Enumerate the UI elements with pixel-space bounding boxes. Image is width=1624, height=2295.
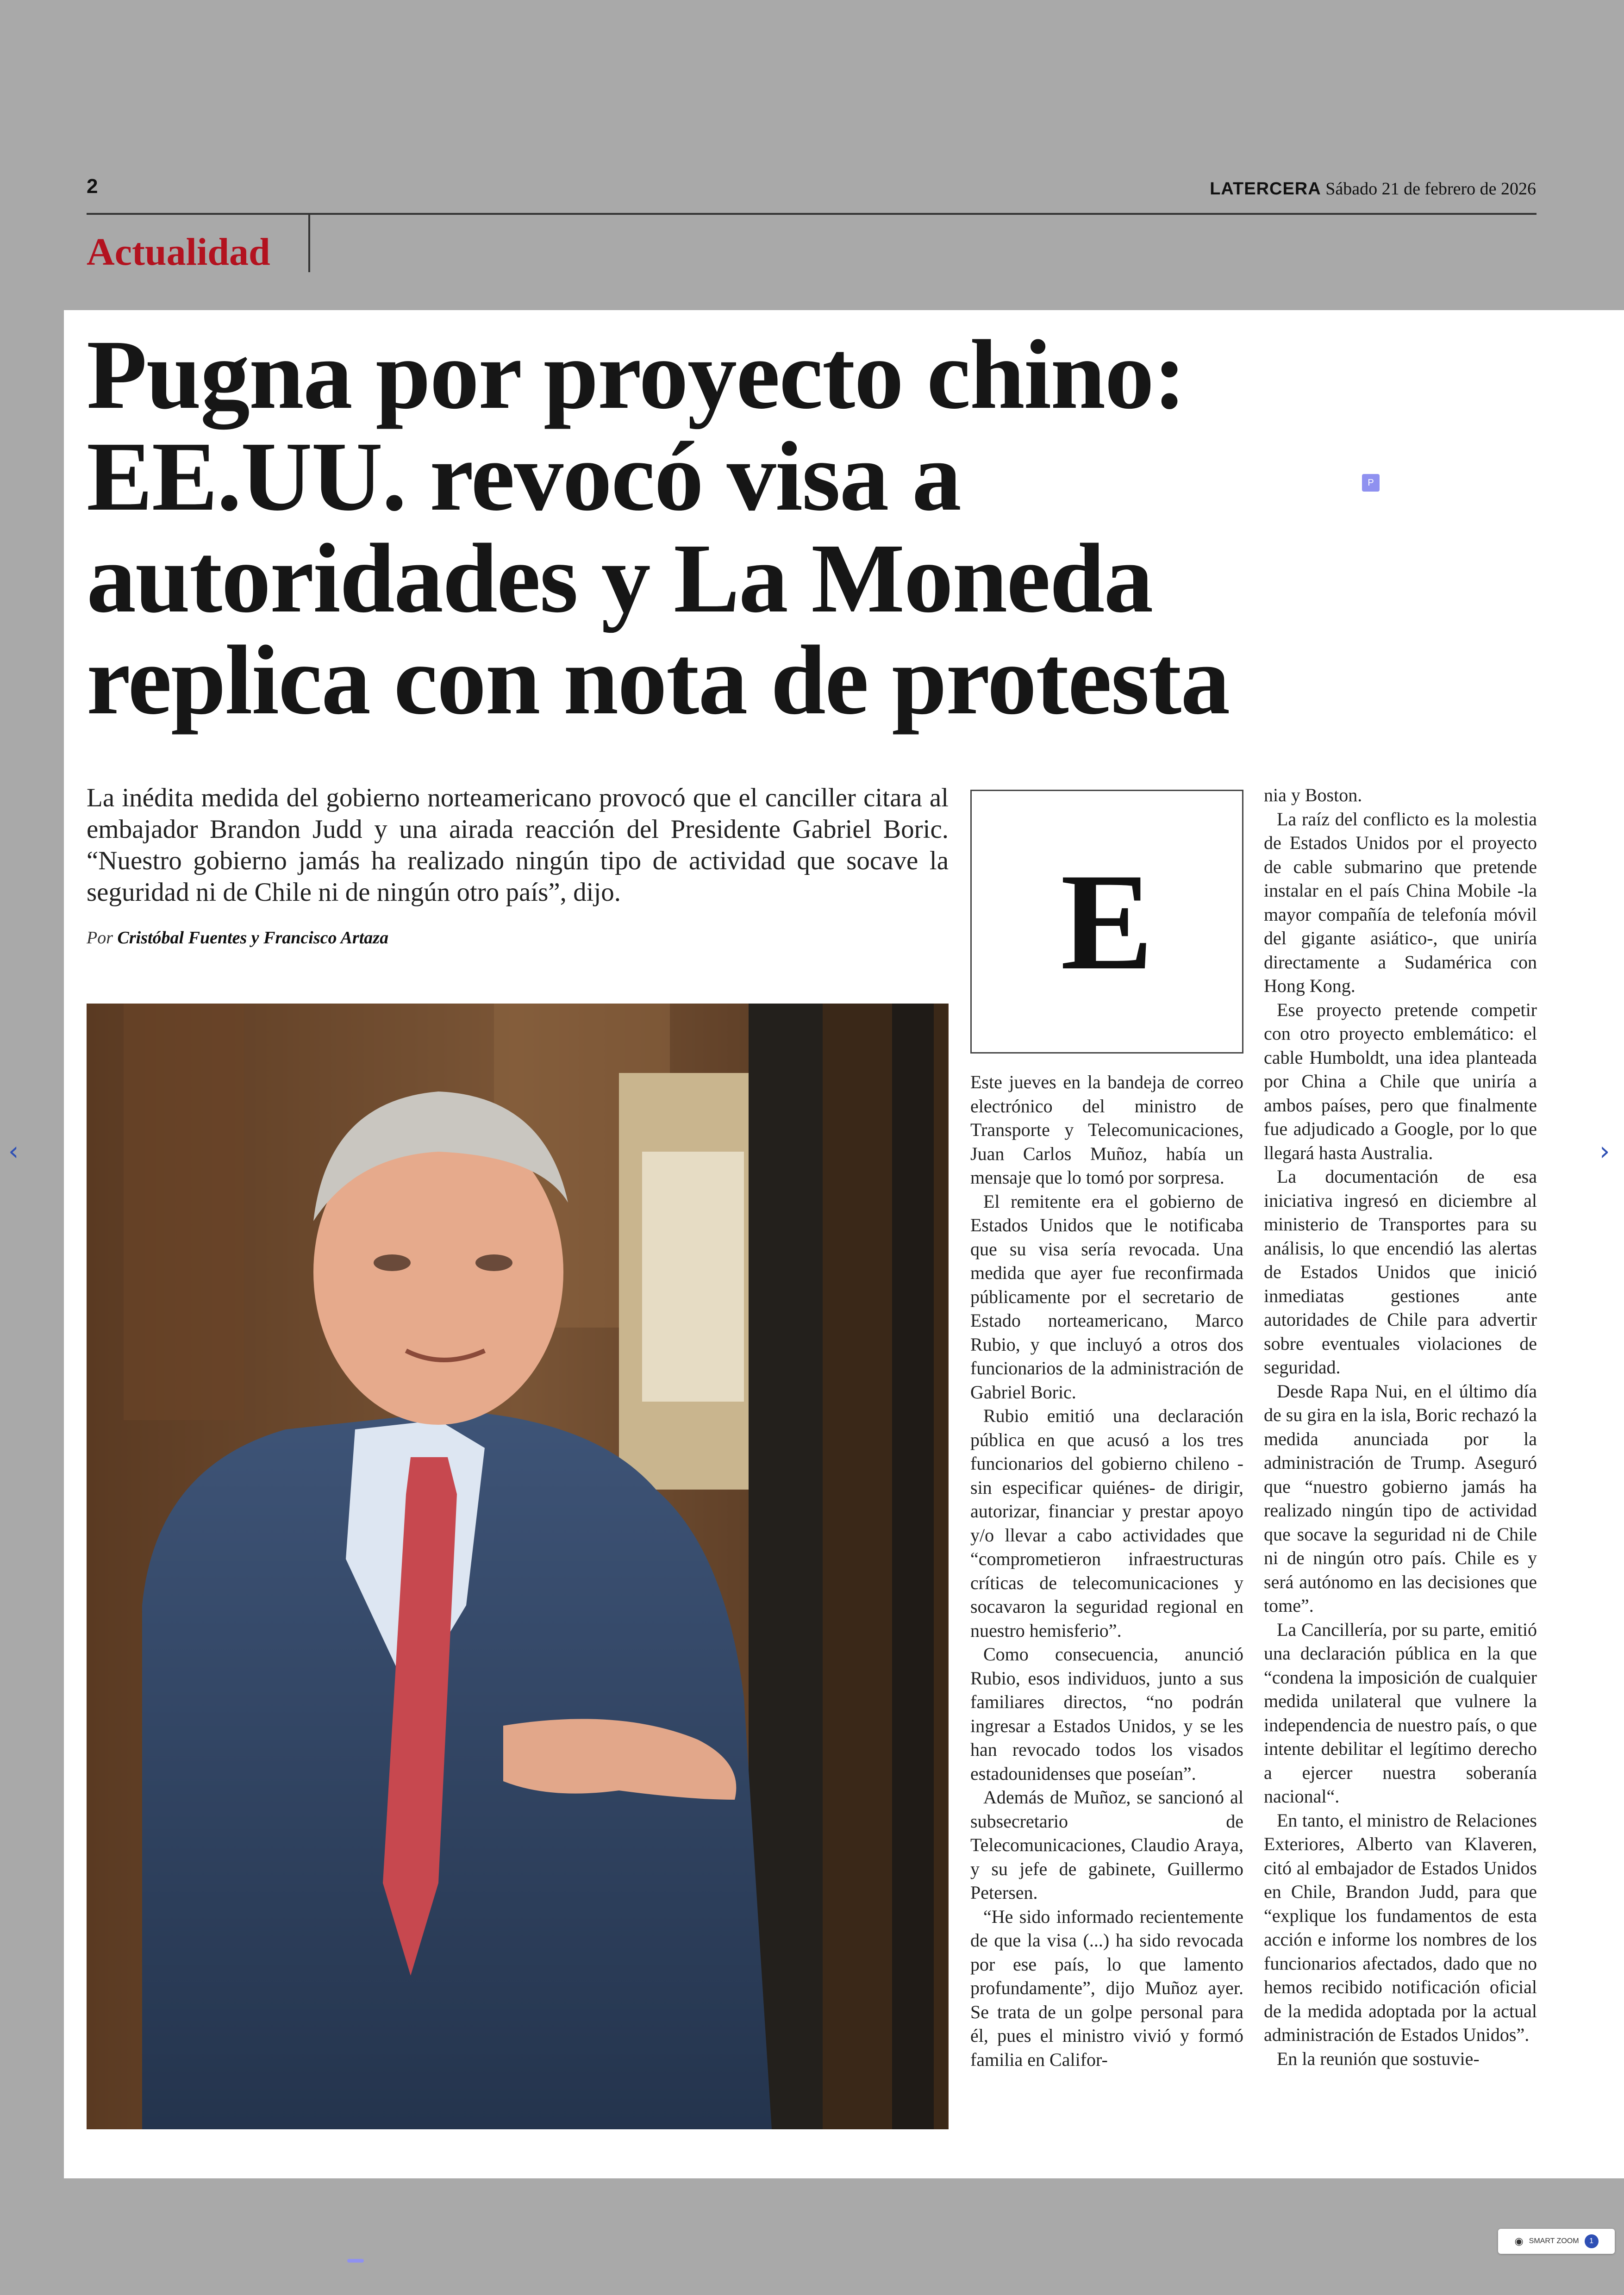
- article-paragraph: nia y Boston.: [1264, 785, 1362, 805]
- byline: [87, 928, 388, 948]
- brand-name: LATERCERA: [1210, 179, 1321, 199]
- article-paragraph: La Cancillería, por su parte, emitió una declaración pública en la que “condena la imposición de cualquier medida unilateral que vulnere la independencia de nuestro país, o que intente debilitar el legítimo derecho a ejercer nuestra soberanía nacional“.: [1264, 1619, 1537, 1807]
- header-rule: [87, 213, 1537, 215]
- article-column-2: [1264, 783, 1537, 2070]
- eye-icon: ◉: [1514, 2235, 1524, 2247]
- issue-date: Sábado 21 de febrero de 2026: [1325, 179, 1536, 199]
- smart-zoom-badge: 1: [1585, 2234, 1599, 2248]
- article-column-1: [970, 1070, 1243, 2071]
- byline-authors: Cristóbal Fuentes y Francisco Artaza: [117, 928, 389, 948]
- headline-line: replica con nota de protesta: [87, 625, 1230, 735]
- article-paragraph: Como consecuencia, anunció Rubio, esos individuos, junto a sus familiares directos, “no podrán ingresar a Estados Unidos, y se les han revocado todos los visados estadounidenses que poseían”.: [970, 1644, 1243, 1784]
- article-paragraph: En la reunión que sostuvie-: [1277, 2048, 1480, 2069]
- article-paragraph: Desde Rapa Nui, en el último día de su gira en la isla, Boric rechazó la medida anunciada por la administración de Trump. Aseguró que “nuestro gobierno jamás ha realizado ningún tipo de actividad que socave la seguridad ni de Chile ni de ningún otro país. Chile es y será autónomo en las decisiones que tome”.: [1264, 1380, 1537, 1616]
- headline: [87, 320, 1429, 735]
- masthead: [1210, 179, 1536, 199]
- article-photo: [87, 1004, 949, 2129]
- article-paragraph: Ese proyecto pretende competir con otro proyecto emblemático: el cable Humboldt, una idea planteada por China a Chile que uniría a ambos países, pero que finalmente fue adjudicado a Google, por lo que llegará hasta Australia.: [1264, 999, 1537, 1163]
- drop-cap: E: [1060, 844, 1154, 998]
- article-paragraph: Además de Muñoz, se sancionó al subsecretario de Telecomunicaciones, Claudio Araya, y su jefe de gabinete, Guillermo Petersen.: [970, 1787, 1243, 1903]
- chevron-left-icon[interactable]: ‹: [8, 1136, 19, 1166]
- article-paragraph: Este jueves en la bandeja de correo electrónico del ministro de Transporte y Telecomunicaciones, Juan Carlos Muñoz, había un mensaje que lo tomó por sorpresa.: [970, 1072, 1243, 1188]
- article-paragraph: “He sido informado recientemente de que la visa (...) ha sido revocada por ese país, lo que lamento profundamente”, dijo Muñoz ayer. Se trata de un golpe personal para él, pues el ministro vivió y formó familia en Califor-: [970, 1906, 1243, 2070]
- page-scrollbar[interactable]: [347, 2259, 364, 2263]
- headline-line: autoridades y La Moneda: [87, 524, 1153, 633]
- article-deck: La inédita medida del gobierno norteamericano provocó que el canciller citara al embajador Brandon Judd y una airada reacción del Presidente Gabriel Boric. “Nuestro gobierno jamás ha realizado ningún tipo de actividad que socave la seguridad ni de Chile ni de ningún otro país”, dijo.: [87, 783, 949, 907]
- section-divider: [308, 215, 310, 272]
- article-paragraph: La documentación de esa iniciativa ingresó en diciembre al ministerio de Transportes para su análisis, lo que encendió las alertas de Estados Unidos que inició inmediatas gestiones ante autoridades de Chile para advertir sobre eventuales violaciones de seguridad.: [1264, 1166, 1537, 1378]
- byline-prefix: Por: [87, 928, 113, 948]
- smart-zoom-label: SMART ZOOM: [1529, 2237, 1579, 2245]
- section-title: Actualidad: [87, 231, 270, 274]
- article-paragraph: La raíz del conflicto es la molestia de Estados Unidos por el proyecto de cable submarino que pretende instalar en el país China Mobile -la mayor compañía de telefonía móvil del gigante asiático-, que uniría directamente a Sudamérica con Hong Kong.: [1264, 808, 1537, 996]
- photo-illustration: [87, 1004, 949, 2129]
- drop-cap-box: [970, 790, 1243, 1054]
- headline-line: Pugna por proyecto chino:: [87, 320, 1186, 430]
- article-paragraph: Rubio emitió una declaración pública en que acusó a los tres funcionarios del gobierno chileno -sin especificar quiénes- de dirigir, autorizar, financiar y prestar apoyo y/o llevar a cabo actividades que “comprometieron infraestructuras críticas de telecomunicaciones y socavaron la seguridad regional en nuestro hemisferio”.: [970, 1405, 1243, 1641]
- article-paragraph: En tanto, el ministro de Relaciones Exteriores, Alberto van Klaveren, citó al embajador de Estados Unidos en Chile, Brandon Judd, para que “explique los fundamentos de esta acción e informe los nombres de los funcionarios afectados, dado que no hemos recibido notificación oficial de la medida adoptada por la actual administración de Estados Unidos”.: [1264, 1809, 1537, 2045]
- page-number: 2: [87, 175, 98, 198]
- smart-zoom-button[interactable]: [1498, 2229, 1615, 2254]
- headline-line: EE.UU. revocó visa a: [87, 422, 961, 531]
- chevron-right-icon[interactable]: ›: [1599, 1136, 1610, 1166]
- reading-marker[interactable]: P: [1362, 474, 1380, 492]
- article-paragraph: El remitente era el gobierno de Estados Unidos que le notificaba que su visa sería revocada. Una medida que ayer fue reconfirmada públicamente por el secretario de Estado norteamericano, Marco Rubio, y que incluyó a otros dos funcionarios de la administración de Gabriel Boric.: [970, 1191, 1243, 1403]
